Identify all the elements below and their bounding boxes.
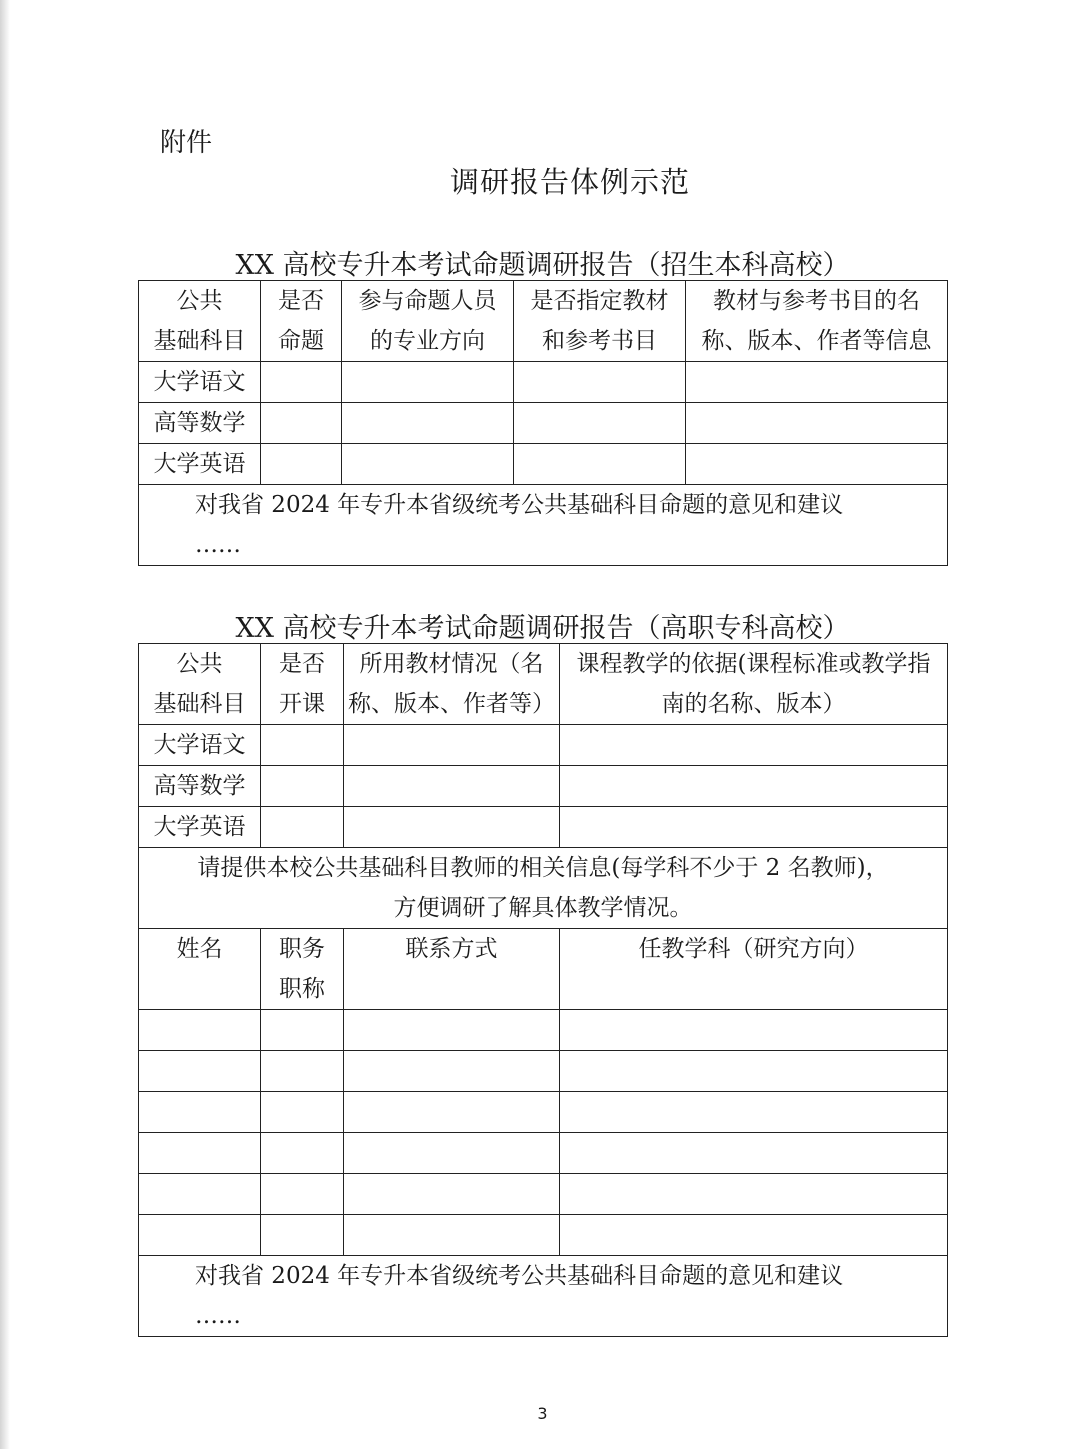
s2-header-textbook-used: 所用教材情况（名 称、版本、作者等） <box>344 644 560 725</box>
teacher-row <box>139 1215 948 1256</box>
table-row <box>139 807 948 848</box>
input-cell[interactable] <box>686 403 948 444</box>
table-row <box>139 403 948 444</box>
section1-remark-row <box>139 485 948 566</box>
remark-cell[interactable]: 对我省 2024 年专升本省级统考公共基础科目命题的意见和建议 …… <box>139 485 948 566</box>
subject-cell: 大学英语 <box>139 807 261 848</box>
scan-edge-shadow <box>0 0 10 1449</box>
input-cell[interactable] <box>261 1174 344 1215</box>
input-cell[interactable] <box>261 1133 344 1174</box>
teacher-header-row <box>139 929 948 1010</box>
input-cell[interactable] <box>139 1051 261 1092</box>
s2-header-teaching-basis: 课程教学的依据(课程标准或教学指 南的名称、版本） <box>560 644 948 725</box>
input-cell[interactable] <box>560 807 948 848</box>
teacher-header-subject: 任教学科（研究方向） <box>560 929 948 1010</box>
s1-header-subject: 公共 基础科目 <box>139 281 261 362</box>
input-cell[interactable] <box>344 1215 560 1256</box>
input-cell[interactable] <box>261 766 344 807</box>
input-cell[interactable] <box>139 1174 261 1215</box>
input-cell[interactable] <box>560 1215 948 1256</box>
teacher-row <box>139 1092 948 1133</box>
input-cell[interactable] <box>344 725 560 766</box>
section2-table <box>138 643 948 1337</box>
input-cell[interactable] <box>344 807 560 848</box>
s1-header-textbook-info: 教材与参考书目的名 称、版本、作者等信息 <box>686 281 948 362</box>
attachment-label: 附件 <box>160 128 213 158</box>
teacher-row <box>139 1010 948 1051</box>
section2-title: XX 高校专升本考试命题调研报告（高职专科高校） <box>235 613 850 644</box>
input-cell[interactable] <box>342 444 514 485</box>
page-number: 3 <box>537 1404 548 1423</box>
input-cell[interactable] <box>261 1010 344 1051</box>
s1-header-staff-major: 参与命题人员 的专业方向 <box>342 281 514 362</box>
input-cell[interactable] <box>261 1092 344 1133</box>
input-cell[interactable] <box>560 1010 948 1051</box>
section1-title: XX 高校专升本考试命题调研报告（招生本科高校） <box>235 250 850 281</box>
input-cell[interactable] <box>261 807 344 848</box>
subject-cell: 大学语文 <box>139 725 261 766</box>
input-cell[interactable] <box>344 1092 560 1133</box>
table-row <box>139 362 948 403</box>
input-cell[interactable] <box>686 362 948 403</box>
s2-header-subject: 公共 基础科目 <box>139 644 261 725</box>
input-cell[interactable] <box>344 1010 560 1051</box>
subject-cell: 高等数学 <box>139 766 261 807</box>
input-cell[interactable] <box>560 1174 948 1215</box>
input-cell[interactable] <box>560 1092 948 1133</box>
input-cell[interactable] <box>139 1010 261 1051</box>
subject-cell: 大学英语 <box>139 444 261 485</box>
input-cell[interactable] <box>514 362 686 403</box>
teacher-header-name: 姓名 <box>139 929 261 1010</box>
teacher-header-title: 职务 职称 <box>261 929 344 1010</box>
input-cell[interactable] <box>342 362 514 403</box>
section1-table <box>138 280 948 566</box>
teacher-info-notice: 请提供本校公共基础科目教师的相关信息(每学科不少于 2 名教师)， 方便调研了解具体教学情况。 <box>139 848 948 929</box>
teacher-row <box>139 1174 948 1215</box>
input-cell[interactable] <box>686 444 948 485</box>
s1-header-propose: 是否 命题 <box>261 281 342 362</box>
remark-cell[interactable]: 对我省 2024 年专升本省级统考公共基础科目命题的意见和建议 …… <box>139 1256 948 1337</box>
input-cell[interactable] <box>261 1215 344 1256</box>
document-title: 调研报告体例示范 <box>449 165 690 199</box>
input-cell[interactable] <box>344 1133 560 1174</box>
input-cell[interactable] <box>139 1215 261 1256</box>
input-cell[interactable] <box>560 1133 948 1174</box>
input-cell[interactable] <box>344 766 560 807</box>
subject-cell: 高等数学 <box>139 403 261 444</box>
input-cell[interactable] <box>261 403 342 444</box>
s1-header-textbook-designated: 是否指定教材 和参考书目 <box>514 281 686 362</box>
input-cell[interactable] <box>342 403 514 444</box>
input-cell[interactable] <box>139 1133 261 1174</box>
input-cell[interactable] <box>261 1051 344 1092</box>
input-cell[interactable] <box>261 725 344 766</box>
input-cell[interactable] <box>344 1174 560 1215</box>
teacher-info-notice-row <box>139 848 948 929</box>
input-cell[interactable] <box>514 444 686 485</box>
table-row <box>139 444 948 485</box>
table-row <box>139 725 948 766</box>
input-cell[interactable] <box>261 362 342 403</box>
teacher-header-contact: 联系方式 <box>344 929 560 1010</box>
input-cell[interactable] <box>560 725 948 766</box>
subject-cell: 大学语文 <box>139 362 261 403</box>
input-cell[interactable] <box>344 1051 560 1092</box>
s2-header-course-offered: 是否 开课 <box>261 644 344 725</box>
input-cell[interactable] <box>560 766 948 807</box>
input-cell[interactable] <box>514 403 686 444</box>
section1-header-row <box>139 281 948 362</box>
teacher-row <box>139 1133 948 1174</box>
table-row <box>139 766 948 807</box>
input-cell[interactable] <box>261 444 342 485</box>
input-cell[interactable] <box>139 1092 261 1133</box>
section2-header-row <box>139 644 948 725</box>
teacher-row <box>139 1051 948 1092</box>
section2-remark-row <box>139 1256 948 1337</box>
input-cell[interactable] <box>560 1051 948 1092</box>
